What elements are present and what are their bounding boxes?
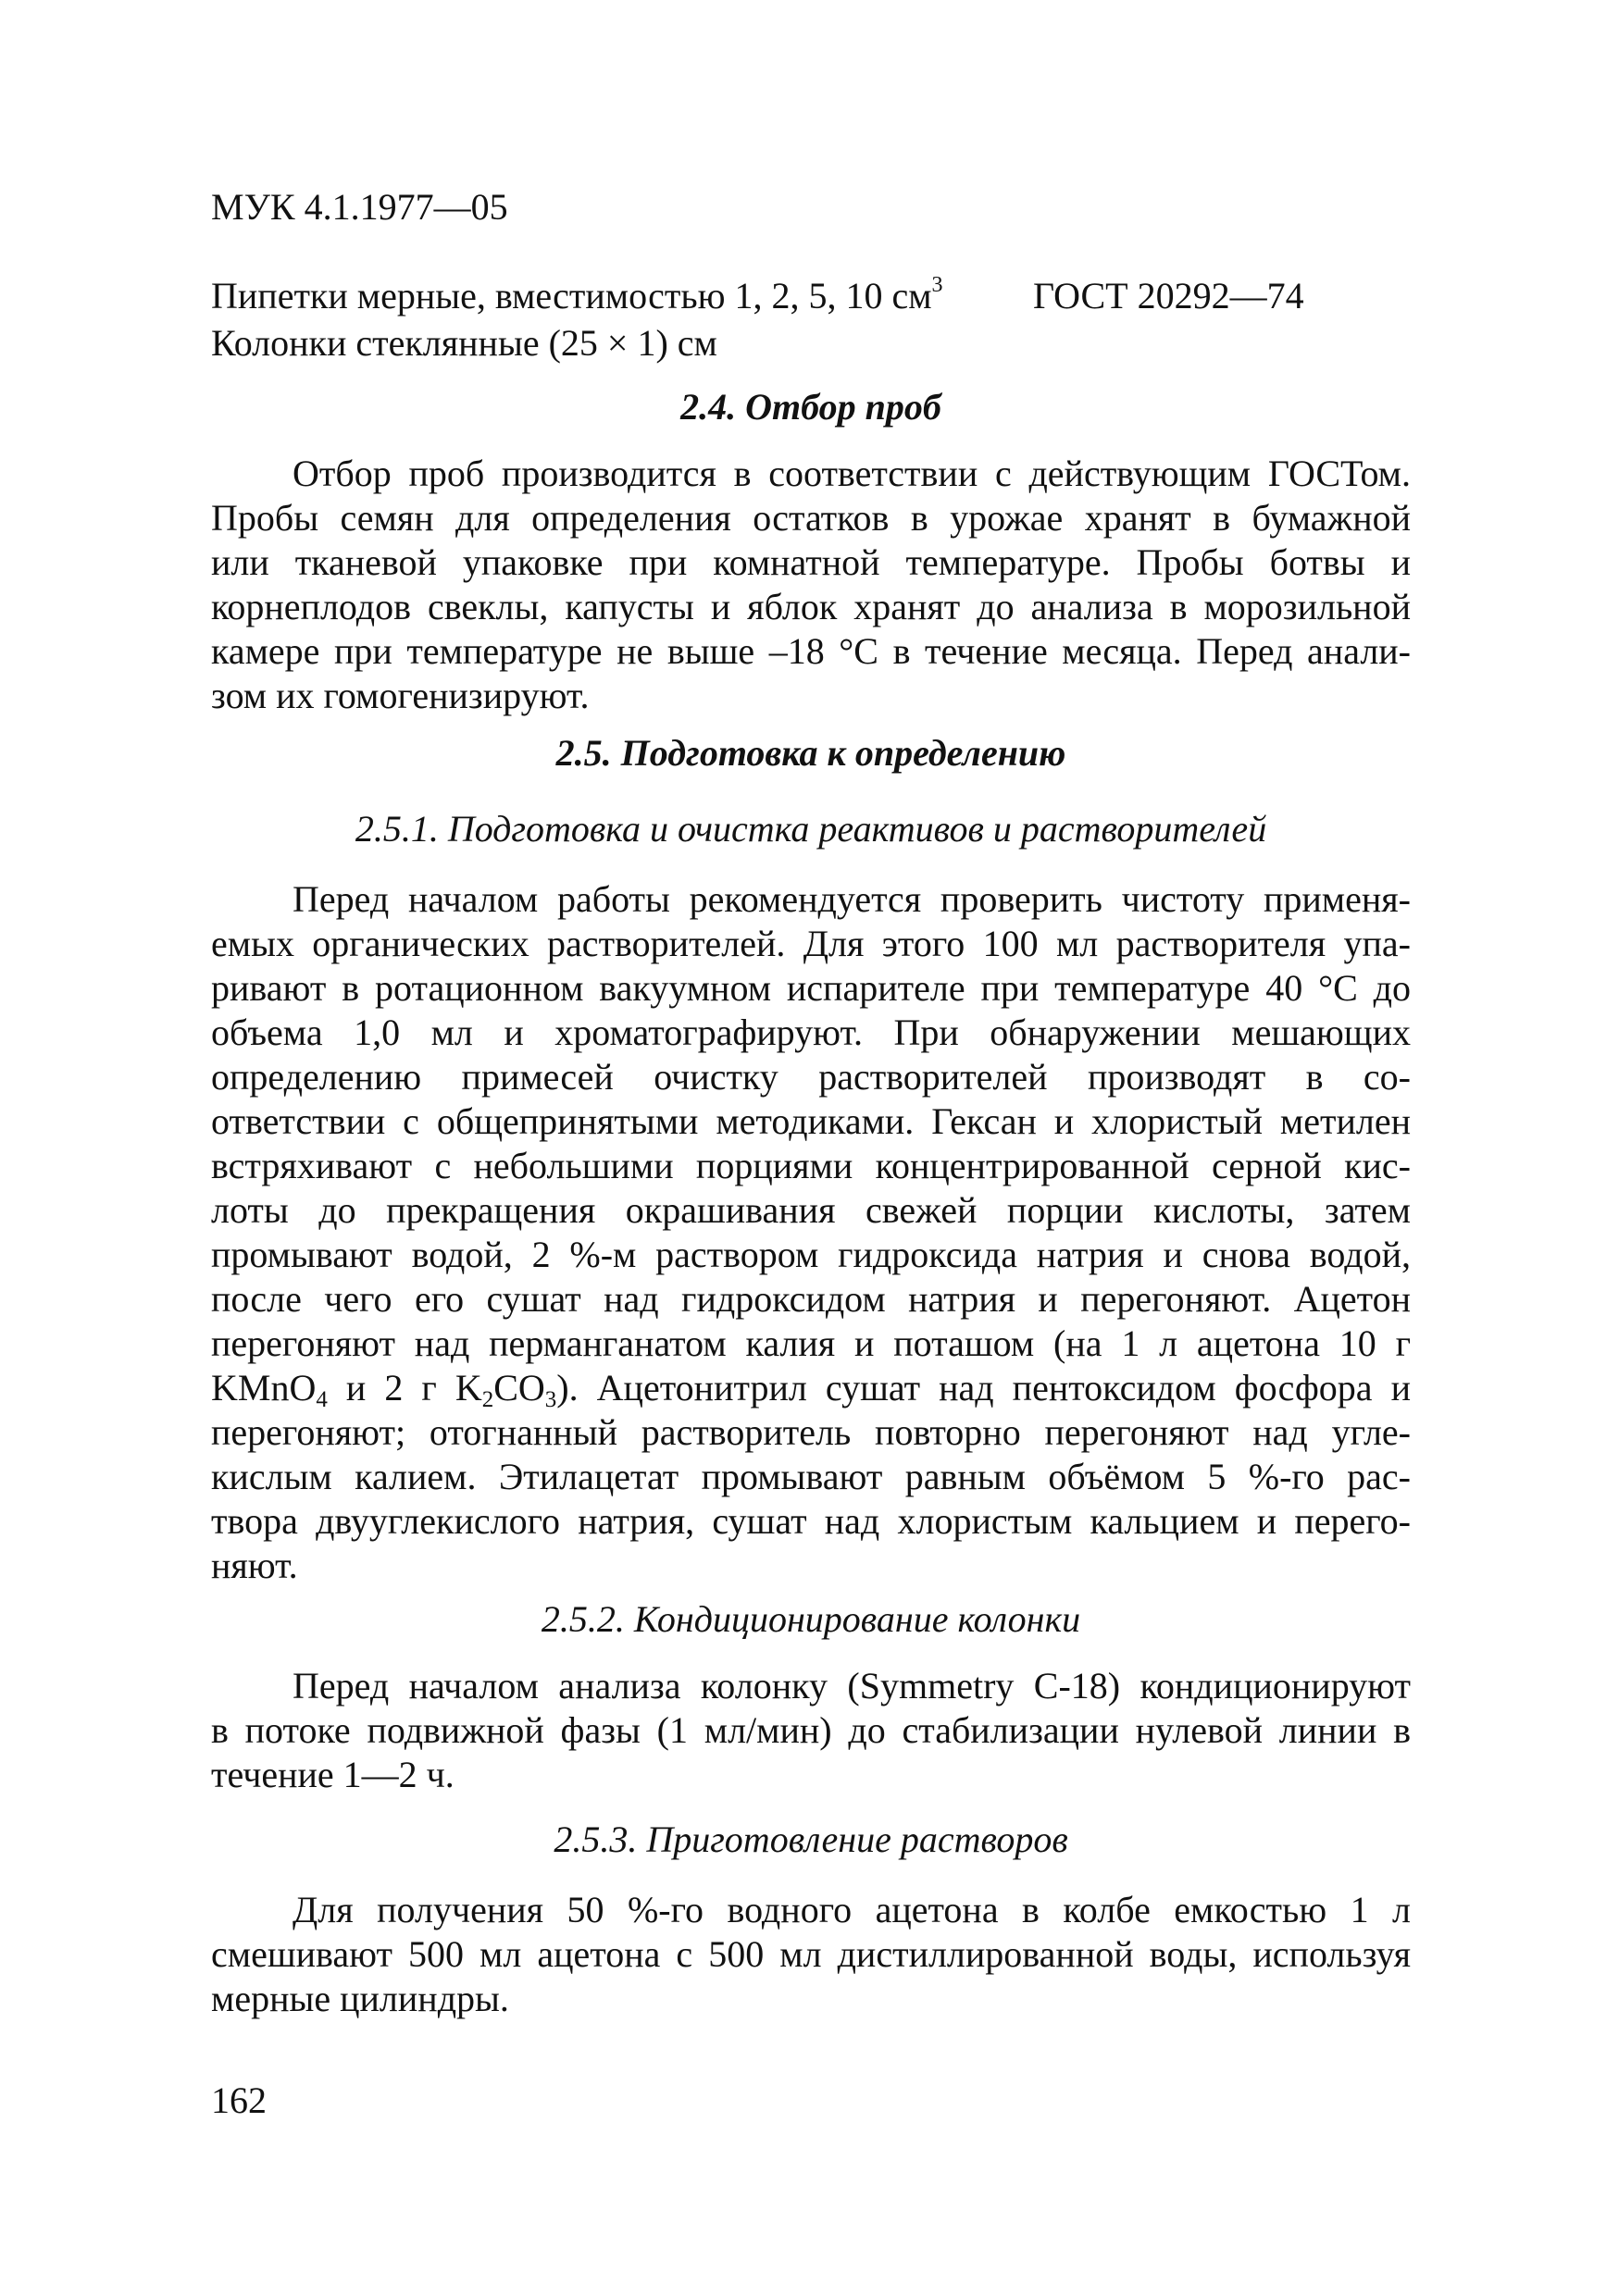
equipment-list xyxy=(211,274,1414,368)
subsection-heading-2-5-3: 2.5.3. Приготовление растворов xyxy=(554,1818,1068,1860)
paragraph-reagents: Перед началом работы рекомендуется проверить чистоту применя- емых органических растворителей. Для этого 100 мл растворителя упа- ривают в ротационном вакуумном испарителе при температуре 40 °С до объема 1,0 мл и хроматографируют. При обнаружении мешающих определению примесей очистку растворителей производят в со- ответствии с общепринятыми методиками. Гексан и хлористый метилен встряхивают с небольшими порциями концентрированной серной кис- лоты до прекращения окрашивания свежей порции кислоты, затем промывают водой, 2 %-м раствором гидроксида натрия и снова водой, после чего его сушат над гидроксидом натрия и перегоняют. Ацетон перегоняют над перманганатом калия и поташом (на 1 л ацетона 10 г KMnO$_4$ и 2 г $K_2CO_3$). Ацетонитрил сушат над пентоксидом фосфора и перегоняют; отогнанный растворитель повторно перегоняют над угле- кислым калием. Этилацетат промывают равным объёмом 5 %-го рас- твора двууглекислого натрия, сушат над хлористым кальцием и перего- няют. xyxy=(211,878,1412,1586)
equipment-item xyxy=(211,274,1414,321)
subsection-heading-2-5-2: 2.5.2. Кондиционирование колонки xyxy=(541,1598,1081,1640)
subsection-heading-2-5-1: 2.5.1. Подготовка и очистка реактивов и растворителей xyxy=(355,808,1267,850)
page-number: 162 xyxy=(211,2079,267,2121)
equipment-standard: ГОСТ 20292—74 xyxy=(1033,275,1304,316)
equipment-item xyxy=(211,321,1414,368)
document-code: МУК 4.1.1977—05 xyxy=(211,186,508,228)
paragraph-column-conditioning: Перед началом анализа колонку (Symmetry C-18) кондиционируют в потоке подвижной фазы (1 мл/мин) до стабилизации нулевой линии в течение 1—2 ч. xyxy=(211,1665,1411,1795)
paragraph-sampling: Отбор проб производится в соответствии с действующим ГОСТом. Пробы семян для определения остатков в урожае хранят в бумажной или тканевой упаковке при комнатной температуре. Пробы ботвы и корнеплодов свеклы, капусты и яблок хранят до анализа в морозильной камере при температуре не выше –18 °С в течение месяца. Перед анали- зом их гомогенизируют. xyxy=(211,453,1411,716)
section-heading-2-5: 2.5. Подготовка к определению xyxy=(555,732,1066,774)
formula-line: KMnO$_4$ и 2 г $K_2CO_3$). Ацетонитрил сушат над пентоксидом фосфора и xyxy=(211,1367,1412,1412)
equipment-name: Пипетки мерные, вместимостью 1, 2, 5, 10 $см^3$ xyxy=(211,273,943,316)
equipment-name: Колонки стеклянные (25 × 1) см xyxy=(211,322,717,364)
paragraph-solutions: Для получения 50 %-го водного ацетона в колбе емкостью 1 л смешивают 500 мл ацетона с 500 мл дистиллированной воды, используя мерные цилиндры. xyxy=(211,1889,1411,2019)
section-heading-2-4: 2.4. Отбор проб xyxy=(680,386,941,428)
